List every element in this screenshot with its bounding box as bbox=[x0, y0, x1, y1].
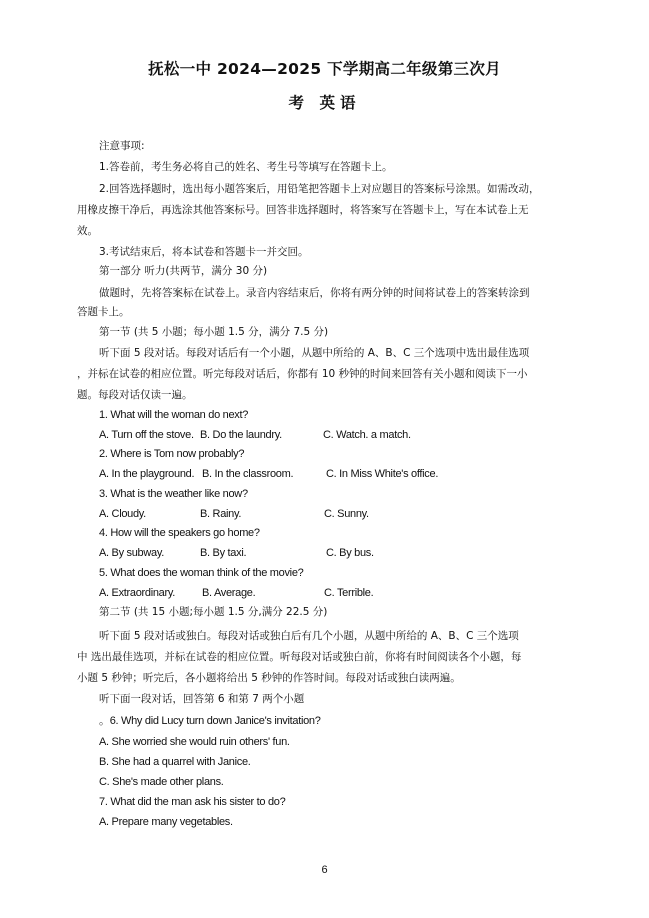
question-6: 。6. Why did Lucy turn down Janice's invitation? bbox=[99, 715, 321, 727]
question-3-option-a: A. Cloudy. bbox=[99, 508, 146, 520]
question-3-option-b: B. Rainy. bbox=[200, 508, 242, 520]
section-2-heading: 第二节 (共 15 小题;每小题 1.5 分,满分 22.5 分) bbox=[99, 606, 328, 618]
dialogue-1-instruction: 听下面一段对话，回答第 6 和第 7 两个小题 bbox=[99, 693, 305, 705]
question-4: 4. How will the speakers go home? bbox=[99, 527, 260, 539]
question-6-option-b: B. She had a quarrel with Janice. bbox=[99, 756, 251, 768]
question-5-option-a: A. Extraordinary. bbox=[99, 587, 176, 599]
section-1-instruction-line-2: ，并标在试卷的相应位置。听完每段对话后，你都有 10 秒钟的时间来回答有关小题和阅读下一小 bbox=[77, 368, 528, 380]
section-1-instruction-line-1: 听下面 5 段对话。每段对话后有一个小题，从题中所给的 A、B、C 三个选项中选出最佳选项 bbox=[99, 347, 530, 359]
question-1-option-c: C. Watch. a match. bbox=[323, 429, 411, 441]
question-2: 2. Where is Tom now probably? bbox=[99, 448, 245, 460]
section-2-instruction-line-2: 中 选出最佳选项，并标在试卷的相应位置。听每段对话或独白前，你将有时间阅读各个小题，每 bbox=[77, 651, 522, 663]
section-2-instruction-line-3: 小题 5 秒钟；听完后，各小题将给出 5 秒钟的作答时间。每段对话或独白读两遍。 bbox=[77, 672, 461, 684]
note-2-line-3: 效。 bbox=[77, 225, 98, 237]
question-7: 7. What did the man ask his sister to do? bbox=[99, 796, 286, 808]
page-number: 6 bbox=[321, 864, 328, 876]
question-6-option-a: A. She worried she would ruin others' fun. bbox=[99, 736, 290, 748]
question-5-option-b: B. Average. bbox=[202, 587, 256, 599]
question-3: 3. What is the weather like now? bbox=[99, 488, 248, 500]
question-5-option-c: C. Terrible. bbox=[324, 587, 374, 599]
question-4-option-a: A. By subway. bbox=[99, 547, 164, 559]
question-2-option-a: A. In the playground. bbox=[99, 468, 195, 480]
question-7-option-a: A. Prepare many vegetables. bbox=[99, 816, 233, 828]
section-1-instruction-line-3: 题。每段对话仅读一遍。 bbox=[77, 389, 193, 401]
part-1-instruction-line-1: 做题时，先将答案标在试卷上。录音内容结束后，你将有两分钟的时间将试卷上的答案转涂到 bbox=[99, 287, 530, 299]
section-2-instruction-line-1: 听下面 5 段对话或独白。每段对话或独白后有几个小题，从题中所给的 A、B、C 三个选项 bbox=[99, 630, 519, 642]
part-1-heading: 第一部分 听力(共两节，满分 30 分) bbox=[99, 265, 268, 277]
note-3: 3.考试结束后，将本试卷和答题卡一并交回。 bbox=[99, 246, 309, 258]
question-2-option-c: C. In Miss White's office. bbox=[326, 468, 439, 480]
section-1-heading: 第一节 (共 5 小题；每小题 1.5 分，满分 7.5 分) bbox=[99, 326, 329, 338]
question-1-option-a: A. Turn off the stove. bbox=[99, 429, 194, 441]
question-1: 1. What will the woman do next? bbox=[99, 409, 249, 421]
page-subtitle: 考 英语 bbox=[288, 94, 361, 112]
notes-heading: 注意事项: bbox=[99, 140, 145, 152]
note-2-line-2: 用橡皮擦干净后，再选涂其他答案标号。回答非选择题时，将答案写在答题卡上，写在本试卷上无 bbox=[77, 204, 529, 216]
question-6-option-c: C. She's made other plans. bbox=[99, 776, 224, 788]
question-5: 5. What does the woman think of the movie? bbox=[99, 567, 304, 579]
note-1: 1.答卷前，考生务必将自己的姓名、考生号等填写在答题卡上。 bbox=[99, 161, 393, 173]
note-2-line-1: 2.回答选择题时，选出每小题答案后，用铅笔把答题卡上对应题目的答案标号涂黑。如需改动， bbox=[99, 183, 540, 195]
question-4-option-c: C. By bus. bbox=[326, 547, 374, 559]
part-1-instruction-line-2: 答题卡上。 bbox=[77, 306, 130, 318]
question-2-option-b: B. In the classroom. bbox=[202, 468, 294, 480]
question-1-option-b: B. Do the laundry. bbox=[200, 429, 282, 441]
question-3-option-c: C. Sunny. bbox=[324, 508, 369, 520]
page-title: 抚松一中 2024—2025 下学期高二年级第三次月 bbox=[148, 60, 501, 78]
question-4-option-b: B. By taxi. bbox=[200, 547, 247, 559]
